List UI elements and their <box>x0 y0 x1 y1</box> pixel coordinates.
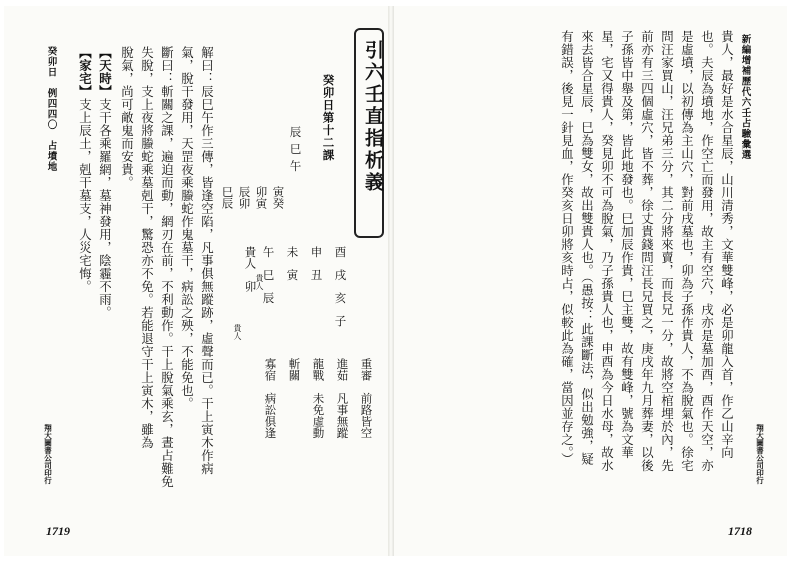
explanation-line-2: 氣，脫干發用，天罡夜乘螣蛇作鬼墓干，病訟之殃，不能免也。 <box>179 46 195 410</box>
pan-column-2 <box>310 246 322 281</box>
pan-column-1 <box>334 246 346 327</box>
note-text: 支干各乘羅網，墓神發用，陰霾不雨。 <box>97 98 113 319</box>
pan-cell: 未 <box>285 246 300 258</box>
right-text-column-9: 有錯誤，後見一針見血，作癸亥日卯將亥時占，似較此為確，當因並存之。） <box>559 30 575 466</box>
note-tag: 天時 <box>97 59 113 85</box>
si-ke-cell: 巳 <box>220 186 235 198</box>
si-ke-cell: 辰 <box>220 197 235 209</box>
gui-ren-mark-2: 貴人 <box>233 324 242 340</box>
explanation-line-5: 脫氣，尚可敵鬼而安貴。 <box>119 46 135 189</box>
pan-cell: 亥 <box>333 292 348 304</box>
pan-cell: 寅 <box>285 269 300 281</box>
pan-cell: 子 <box>333 315 348 327</box>
shen-sha-1 <box>360 358 372 439</box>
right-publisher-mark: 翔大圖書公司印行 <box>755 424 765 484</box>
note-house <box>77 46 93 293</box>
pan-cell: 酉 <box>333 246 348 258</box>
shen-sha-name: 重審 <box>359 358 374 381</box>
right-page-number: 1718 <box>728 524 752 538</box>
case-header: 癸卯日 例四四〇 占墳地 <box>45 46 57 172</box>
explanation-line-4: 失脫，支上夜將螣蛇乘墓剋干，驚恐亦不免。若能退守干上寅木，雖為 <box>139 46 155 449</box>
gui-ren-mark-1: 貴人 <box>255 274 264 290</box>
note-bracket-close: 】 <box>97 85 113 98</box>
open-book <box>4 6 787 556</box>
si-ke-cell: 辰 <box>237 186 252 198</box>
san-chuan-2: 巳 <box>288 143 303 155</box>
shen-sha-name: 進茹 <box>335 358 350 381</box>
si-ke-cell: 寅 <box>271 186 286 198</box>
shen-sha-name: 寡宿 <box>263 358 278 381</box>
si-ke-cell: 寅 <box>254 197 269 209</box>
right-text-column-2: 也。夫辰為墳地，作空亡而發用，故主有空穴，戌亦是墓加酉，酉作天空，亦 <box>699 30 715 472</box>
si-ke-column-2 <box>255 186 267 209</box>
case-title: 癸卯日第十二課 <box>321 74 336 162</box>
si-ke-column-1 <box>272 186 284 209</box>
note-bracket-open: 【 <box>97 46 113 59</box>
note-weather <box>97 46 113 319</box>
pan-cell: 貴人 <box>243 246 258 269</box>
si-ke-column-3 <box>238 186 250 209</box>
note-text: 支上辰土，剋干墓支，人災宅悔。 <box>77 98 93 293</box>
san-chuan-1: 辰 <box>288 126 303 138</box>
pan-cell: 卯 <box>243 280 258 292</box>
book-gutter <box>388 6 394 556</box>
chapter-title-box <box>354 28 384 238</box>
right-text-column-5: 前亦有三四個虛穴，皆不葬，徐丈貴錢問汪長兄買之，庚戌年九月葬妻，以後 <box>639 30 655 472</box>
note-bracket-open: 【 <box>77 46 93 59</box>
note-tag: 家宅 <box>77 59 93 85</box>
chapter-title: 引六壬直指析義 <box>362 40 384 194</box>
shen-sha-meaning: 凡事無蹤 <box>335 392 350 439</box>
explanation-line-3: 斷曰：斬關之課，遍迫而動，網刃在前，不利動作。干上脫氣乘玄，晝占難免 <box>159 46 175 488</box>
note-bracket-close: 】 <box>77 85 93 98</box>
si-ke-column-4 <box>221 186 233 209</box>
shen-sha-2 <box>336 358 348 439</box>
si-ke-cell: 癸 <box>271 197 286 209</box>
right-text-column-1: 貴人，最好是水合星辰，山川清秀，文華雙峰，必是卯龍入首，作乙山辛向 <box>719 30 735 459</box>
right-text-column-8: 來去皆合星辰，巳為雙女，故出雙貴人也。（愚按：此課斷法，似出勉強，疑 <box>579 30 595 466</box>
si-ke-cell: 卯 <box>254 186 269 198</box>
pan-column-3 <box>286 246 298 281</box>
si-ke-cell: 卯 <box>237 197 252 209</box>
shen-sha-name: 斬關 <box>287 358 302 381</box>
pan-cell: 丑 <box>309 269 324 281</box>
right-page-header: 新編增補歷代六壬占驗彙選 <box>739 34 751 160</box>
pan-cell: 戌 <box>333 269 348 281</box>
right-text-column-4: 問汪家買山，汪兄弟三分，其二分將來賣，而長兄一分，故將空棺埋於內，先 <box>659 30 675 472</box>
shen-sha-meaning: 病訟俱逢 <box>263 392 278 439</box>
shen-sha-meaning: 未免虛動 <box>311 392 326 439</box>
shen-sha-name: 龍戰 <box>311 358 326 381</box>
pan-cell: 巳 <box>261 269 276 281</box>
pan-cell: 辰 <box>261 292 276 304</box>
right-text-column-3: 是虛墳，以初傳為主山穴，對前戌墓也，卯為子孫作貴人，不為脫氣也。徐宅 <box>679 30 695 472</box>
shen-sha-4 <box>288 358 300 381</box>
left-page-number: 1719 <box>46 524 70 538</box>
pan-cell: 午 <box>261 246 276 258</box>
shen-sha-3 <box>312 358 324 439</box>
right-text-column-6: 子孫皆中舉及第，皆此地發也。巳加辰作貴，巳主雙，故有雙峰，號為文華 <box>619 30 635 459</box>
san-chuan-3: 午 <box>288 160 303 172</box>
right-text-column-7: 星，宅又得貴人，癸見卯不可為脫氣，乃子孫貴人也，申酉為今日水母，故水 <box>599 30 615 472</box>
explanation-line-1: 解曰：辰巳午作三傳，皆逢空陷，凡事俱無蹤跡，虛聲而已。干上寅木作病 <box>199 46 215 475</box>
pan-cell: 申 <box>309 246 324 258</box>
pan-column-5 <box>244 246 256 292</box>
left-publisher-mark: 翔大圖書公司印行 <box>43 424 53 484</box>
shen-sha-meaning: 前路皆空 <box>359 392 374 439</box>
shen-sha-5 <box>264 358 276 439</box>
